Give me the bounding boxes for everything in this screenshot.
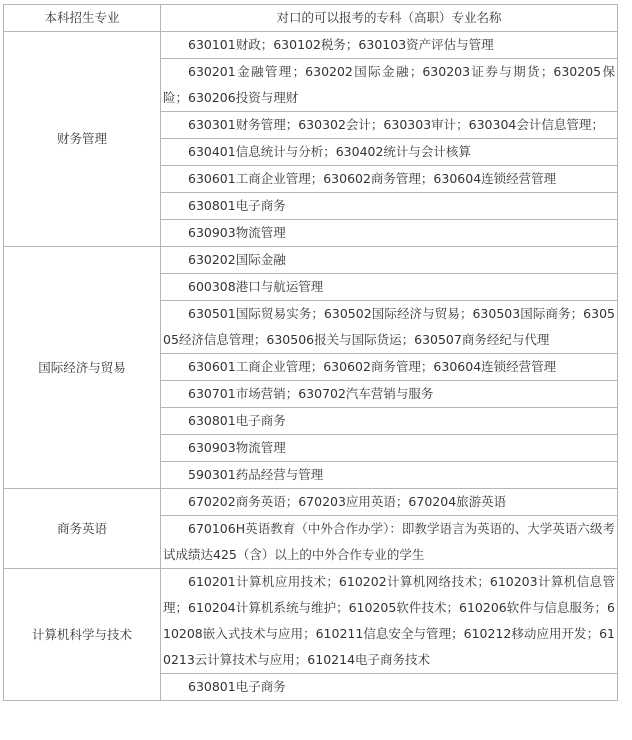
table-cell: 630401信息统计与分析；630402统计与会计核算 xyxy=(161,139,618,166)
header-row xyxy=(4,5,618,32)
table-row xyxy=(4,569,618,674)
majors-table xyxy=(3,4,618,701)
group-computer-science: 计算机科学与技术 xyxy=(4,569,161,701)
table-cell: 630101财政；630102税务；630103资产评估与管理 xyxy=(161,32,618,59)
header-undergrad-major: 本科招生专业 xyxy=(4,5,161,32)
table-cell: 630601工商企业管理；630602商务管理；630604连锁经营管理 xyxy=(161,354,618,381)
table-cell: 590301药品经营与管理 xyxy=(161,462,618,489)
table-cell: 630501国际贸易实务；630502国际经济与贸易；630503国际商务；630505经济信息管理；630506报关与国际货运；630507商务经纪与代理 xyxy=(161,301,618,354)
table-cell: 630701市场营销；630702汽车营销与服务 xyxy=(161,381,618,408)
group-international-trade: 国际经济与贸易 xyxy=(4,247,161,489)
table-cell: 670202商务英语；670203应用英语；670204旅游英语 xyxy=(161,489,618,516)
table-cell: 630601工商企业管理；630602商务管理；630604连锁经营管理 xyxy=(161,166,618,193)
table-cell: 630801电子商务 xyxy=(161,193,618,220)
table-row xyxy=(4,32,618,59)
table-row xyxy=(4,489,618,516)
table-cell: 630801电子商务 xyxy=(161,408,618,435)
group-finance-management: 财务管理 xyxy=(4,32,161,247)
table-cell: 670106H英语教育（中外合作办学）：即教学语言为英语的、大学英语六级考试成绩达425（含）以上的中外合作专业的学生 xyxy=(161,516,618,569)
table-cell: 610201计算机应用技术；610202计算机网络技术；610203计算机信息管理；610204计算机系统与维护；610205软件技术；610206软件与信息服务；610208嵌入式技术与应用；610211信息安全与管理；610212移动应用开发；610213云计算技术与应用；610214电子商务技术 xyxy=(161,569,618,674)
table-cell: 630202国际金融 xyxy=(161,247,618,274)
header-vocational-majors: 对口的可以报考的专科（高职）专业名称 xyxy=(161,5,618,32)
table-cell: 630903物流管理 xyxy=(161,220,618,247)
group-business-english: 商务英语 xyxy=(4,489,161,569)
table-cell: 630301财务管理；630302会计；630303审计；630304会计信息管理； xyxy=(161,112,618,139)
table-row xyxy=(4,247,618,274)
table-cell: 600308港口与航运管理 xyxy=(161,274,618,301)
table-cell: 630801电子商务 xyxy=(161,674,618,701)
table-cell: 630201金融管理；630202国际金融；630203证券与期货；630205保险；630206投资与理财 xyxy=(161,59,618,112)
table-cell: 630903物流管理 xyxy=(161,435,618,462)
